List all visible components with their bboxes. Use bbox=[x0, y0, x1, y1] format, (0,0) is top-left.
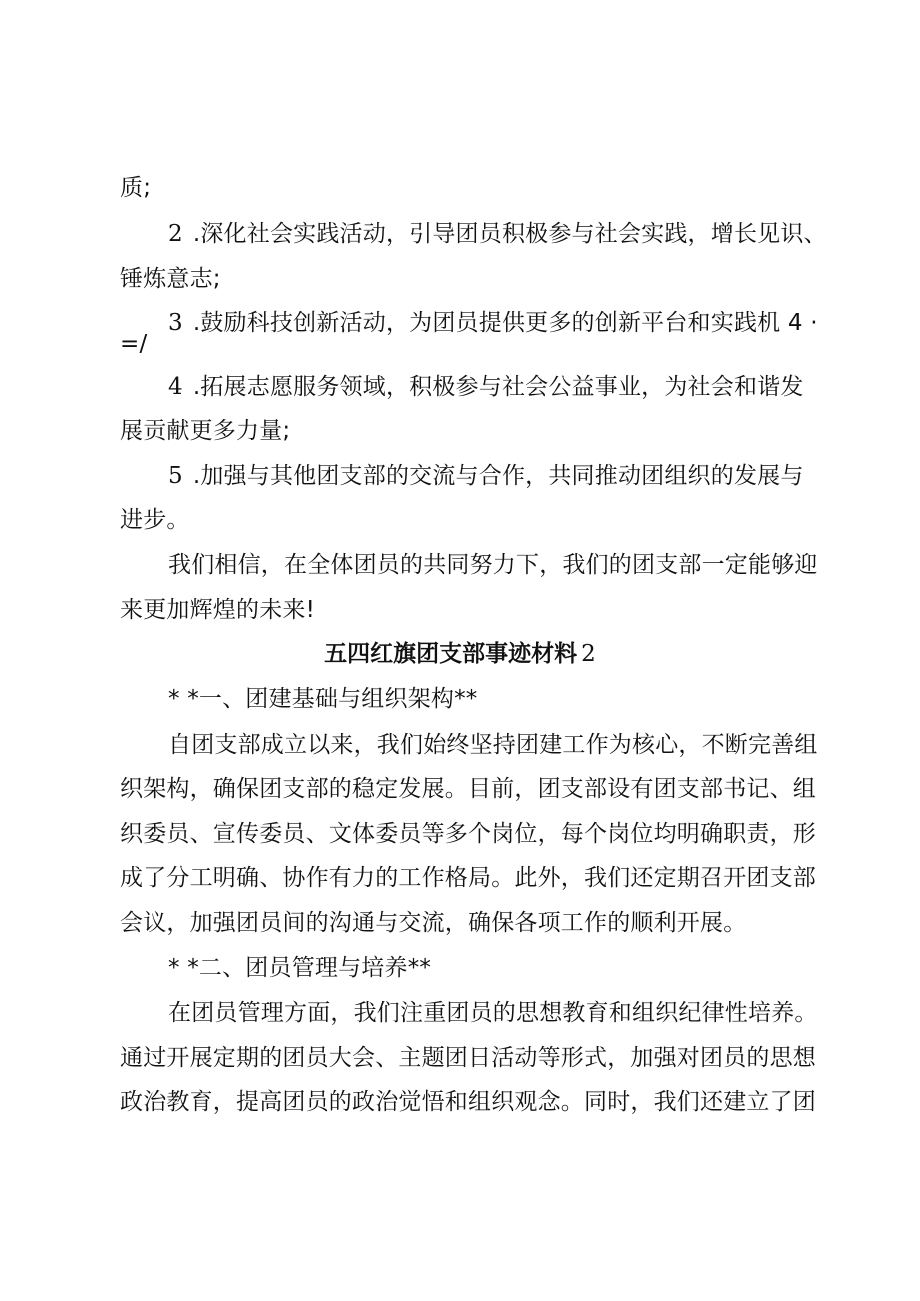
list-item-5-line2: 进步。 bbox=[120, 507, 190, 533]
list-item-2-line2: 锤炼意志; bbox=[120, 266, 221, 292]
list-item-text: .深化社会实践活动，引导团员积极参与社会实践，增长见识、 bbox=[192, 221, 827, 247]
paragraph-line: 成了分工明确、协作有力的工作格局。此外，我们还定期召开团支部 bbox=[120, 865, 816, 891]
list-number: 4 bbox=[168, 374, 183, 400]
list-item-4-line2: 展贡献更多力量; bbox=[120, 418, 291, 444]
list-item-text: .拓展志愿服务领域，积极参与社会公益事业，为社会和谐发 bbox=[192, 374, 804, 400]
subsection-heading-2: * *二、团员管理与培养** bbox=[168, 955, 432, 981]
list-item-text: .鼓励科技创新活动，为团员提供更多的创新平台和实践机 4 · bbox=[192, 310, 818, 336]
section-title-number: 2 bbox=[581, 641, 596, 667]
paragraph-line: 织架构，确保团支部的稳定发展。目前，团支部设有团支部书记、组 bbox=[120, 776, 816, 802]
list-item-2-line1 bbox=[168, 219, 827, 249]
list-number: 5 bbox=[168, 463, 183, 489]
section-title bbox=[0, 639, 920, 669]
paragraph-continuation: 质; bbox=[120, 175, 152, 201]
closing-paragraph-line1: 我们相信，在全体团员的共同努力下，我们的团支部一定能够迎 bbox=[168, 552, 818, 578]
paragraph-line: 政治教育，提高团员的政治觉悟和组织观念。同时，我们还建立了团 bbox=[120, 1089, 816, 1115]
list-number: 3 bbox=[168, 310, 183, 336]
list-item-4-line1 bbox=[168, 372, 804, 402]
list-item-text: .加强与其他团支部的交流与合作，共同推动团组织的发展与 bbox=[192, 463, 804, 489]
section-title-text: 五四红旗团支部事迹材料 bbox=[324, 641, 578, 667]
paragraph-line: 自团支部成立以来，我们始终坚持团建工作为核心，不断完善组 bbox=[168, 732, 818, 758]
closing-paragraph-line2: 来更加辉煌的未来! bbox=[120, 597, 316, 623]
paragraph-line: 在团员管理方面，我们注重团员的思想教育和组织纪律性培养。 bbox=[168, 1000, 818, 1026]
list-item-5-line1 bbox=[168, 461, 804, 491]
paragraph-line: 通过开展定期的团员大会、主题团日活动等形式，加强对团员的思想 bbox=[120, 1045, 816, 1071]
list-item-3-line1 bbox=[168, 308, 818, 338]
paragraph-line: 织委员、宣传委员、文体委员等多个岗位，每个岗位均明确职责，形 bbox=[120, 821, 816, 847]
list-number: 2 bbox=[168, 221, 183, 247]
list-item-3-line2: =/ bbox=[120, 331, 148, 357]
subsection-heading-1: * *一、团建基础与组织架构** bbox=[168, 686, 478, 712]
paragraph-line: 会议，加强团员间的沟通与交流，确保各项工作的顺利开展。 bbox=[120, 910, 747, 936]
